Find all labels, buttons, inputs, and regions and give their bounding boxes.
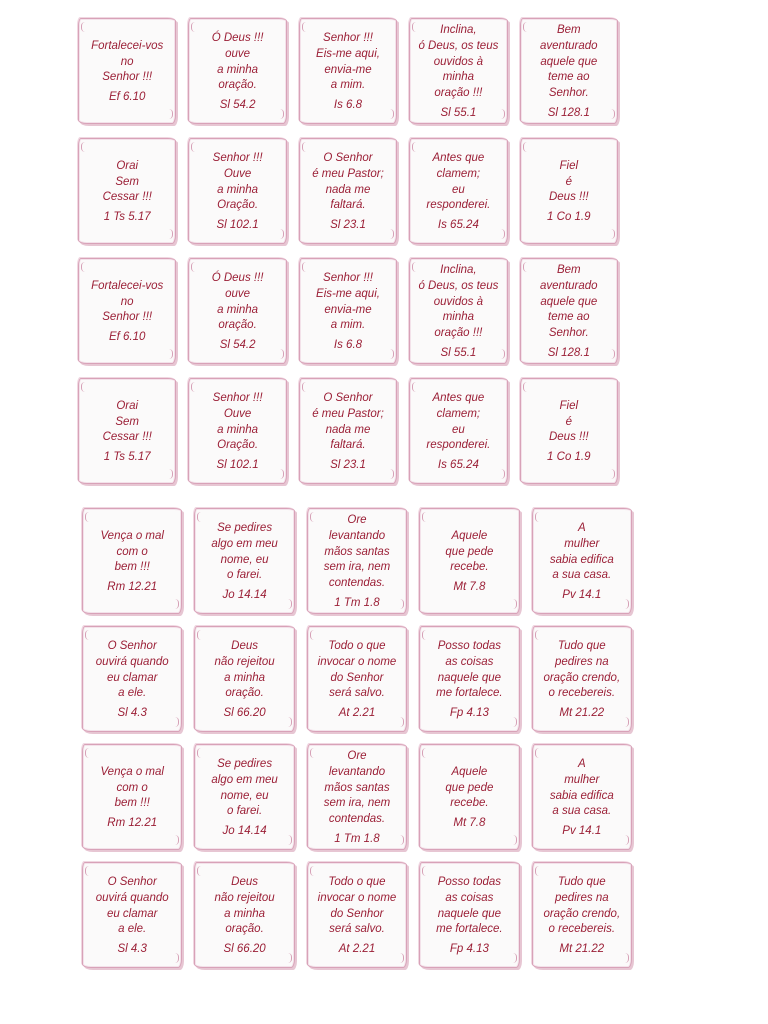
verse-reference: Sl 54.2 xyxy=(219,339,256,352)
verse-text: Antes que clamem; eu responderei. xyxy=(426,151,491,212)
verse-reference: Sl 66.20 xyxy=(223,943,266,956)
verse-reference: Pv 14.1 xyxy=(562,825,602,838)
verse-reference: Is 6.8 xyxy=(333,339,363,352)
verse-card xyxy=(194,508,294,614)
verse-card xyxy=(78,378,176,484)
verse-text: Bem aventurado aquele que teme ao Senhor. xyxy=(540,23,598,100)
verse-card xyxy=(419,508,519,614)
verse-text: Senhor !!! Ouve a minha Oração. xyxy=(212,391,263,452)
verse-reference: Jo 14.14 xyxy=(222,825,267,838)
verse-text: O Senhor é meu Pastor; nada me faltará. xyxy=(312,391,384,452)
verse-text: Aquele que pede recebe. xyxy=(445,765,494,810)
verse-text: Vença o mal com o bem !!! xyxy=(100,529,164,574)
verse-card xyxy=(520,258,618,364)
verse-card xyxy=(299,258,397,364)
verse-reference: Sl 66.20 xyxy=(223,707,266,720)
verse-text: Orai Sem Cessar !!! xyxy=(102,399,152,444)
verse-card xyxy=(78,138,176,244)
verse-card xyxy=(307,626,407,732)
verse-reference: 1 Co 1.9 xyxy=(547,451,591,464)
verse-reference: Is 65.24 xyxy=(437,219,479,232)
verse-text: A mulher sabia edifica a sua casa. xyxy=(549,521,614,582)
verse-text: Todo o que invocar o nome do Senhor será salvo. xyxy=(317,639,397,700)
verse-reference: Fp 4.13 xyxy=(449,707,489,720)
verse-card xyxy=(299,378,397,484)
verse-reference: 1 Ts 5.17 xyxy=(103,211,151,224)
verse-reference: Sl 128.1 xyxy=(547,107,590,120)
verse-reference: Is 6.8 xyxy=(333,99,363,112)
verse-text: Ore levantando mãos santas sem ira, nem contendas. xyxy=(323,513,391,590)
verse-reference: Fp 4.13 xyxy=(449,943,489,956)
verse-card xyxy=(409,378,507,484)
verse-text: Ó Deus !!! ouve a minha oração. xyxy=(211,271,264,332)
verse-reference: Is 65.24 xyxy=(437,459,479,472)
verse-text: Se pedires algo em meu nome, eu o farei. xyxy=(211,521,278,582)
verse-reference: At 2.21 xyxy=(338,707,376,720)
verse-card xyxy=(78,18,176,124)
verse-reference: 1 Co 1.9 xyxy=(547,211,591,224)
verse-reference: Sl 102.1 xyxy=(216,219,259,232)
verse-text: O Senhor ouvirá quando eu clamar a ele. xyxy=(95,639,169,700)
verse-reference: 1 Ts 5.17 xyxy=(103,451,151,464)
verse-text: Aquele que pede recebe. xyxy=(445,529,494,574)
verse-reference: Sl 55.1 xyxy=(440,107,477,120)
verse-reference: Sl 23.1 xyxy=(330,459,366,472)
verse-card xyxy=(532,744,632,850)
verse-card xyxy=(419,862,519,968)
verse-reference: Ef 6.10 xyxy=(108,331,146,344)
verse-card xyxy=(82,626,182,732)
verse-card xyxy=(188,378,286,484)
verse-text: Orai Sem Cessar !!! xyxy=(102,159,152,204)
verse-text: Vença o mal com o bem !!! xyxy=(100,765,164,810)
verse-card xyxy=(82,744,182,850)
card-grid xyxy=(78,18,618,484)
verse-reference: Mt 21.22 xyxy=(559,943,605,956)
verse-text: Se pedires algo em meu nome, eu o farei. xyxy=(211,757,278,818)
verse-card xyxy=(409,258,507,364)
verse-card xyxy=(419,744,519,850)
verse-text: Deus não rejeitou a minha oração. xyxy=(214,639,275,700)
verse-card xyxy=(307,744,407,850)
verse-reference: Mt 21.22 xyxy=(559,707,605,720)
verse-card-sheet-bottom xyxy=(82,508,632,968)
verse-card xyxy=(532,508,632,614)
verse-reference: Sl 102.1 xyxy=(216,459,259,472)
verse-card xyxy=(307,862,407,968)
verse-text: Tudo que pedires na oração crendo, o recebereis. xyxy=(543,875,621,936)
verse-reference: 1 Tm 1.8 xyxy=(334,833,380,846)
verse-text: Antes que clamem; eu responderei. xyxy=(426,391,491,452)
verse-text: Deus não rejeitou a minha oração. xyxy=(214,875,275,936)
verse-card xyxy=(82,508,182,614)
verse-reference: Sl 55.1 xyxy=(440,347,477,360)
verse-text: Ore levantando mãos santas sem ira, nem contendas. xyxy=(323,749,391,826)
verse-text: Senhor !!! Eis-me aqui, envia-me a mim. xyxy=(316,271,380,332)
verse-card xyxy=(409,138,507,244)
verse-reference: Rm 12.21 xyxy=(107,817,158,830)
verse-reference: Sl 4.3 xyxy=(117,943,147,956)
verse-text: Fiel é Deus !!! xyxy=(548,159,589,204)
verse-card xyxy=(419,626,519,732)
verse-card xyxy=(520,138,618,244)
verse-text: Bem aventurado aquele que teme ao Senhor. xyxy=(540,263,598,340)
verse-reference: Sl 4.3 xyxy=(117,707,147,720)
verse-text: Todo o que invocar o nome do Senhor será salvo. xyxy=(317,875,397,936)
verse-reference: At 2.21 xyxy=(338,943,376,956)
verse-reference: 1 Tm 1.8 xyxy=(334,597,380,610)
verse-reference: Pv 14.1 xyxy=(562,589,602,602)
verse-reference: Rm 12.21 xyxy=(107,581,158,594)
verse-card xyxy=(194,626,294,732)
verse-text: Inclina, ó Deus, os teus ouvidos à minha oração !!! xyxy=(418,23,499,100)
verse-card xyxy=(520,378,618,484)
verse-card xyxy=(188,18,286,124)
verse-card-sheet-top xyxy=(78,18,618,484)
verse-text: Tudo que pedires na oração crendo, o recebereis. xyxy=(543,639,621,700)
verse-text: Fortalecei-vos no Senhor !!! xyxy=(91,39,164,84)
verse-text: Posso todas as coisas naquele que me fortalece. xyxy=(436,639,503,700)
verse-reference: Sl 54.2 xyxy=(219,99,256,112)
verse-card xyxy=(409,18,507,124)
verse-reference: Mt 7.8 xyxy=(453,581,486,594)
verse-text: O Senhor é meu Pastor; nada me faltará. xyxy=(312,151,384,212)
verse-card xyxy=(194,862,294,968)
verse-reference: Sl 23.1 xyxy=(330,219,366,232)
verse-text: Fortalecei-vos no Senhor !!! xyxy=(91,279,164,324)
verse-card xyxy=(194,744,294,850)
verse-text: Posso todas as coisas naquele que me fortalece. xyxy=(436,875,503,936)
verse-card xyxy=(299,18,397,124)
verse-reference: Mt 7.8 xyxy=(453,817,486,830)
verse-card xyxy=(299,138,397,244)
verse-card xyxy=(82,862,182,968)
verse-reference: Jo 14.14 xyxy=(222,589,267,602)
verse-text: Fiel é Deus !!! xyxy=(548,399,589,444)
verse-card xyxy=(307,508,407,614)
verse-card xyxy=(532,626,632,732)
verse-text: O Senhor ouvirá quando eu clamar a ele. xyxy=(95,875,169,936)
verse-card xyxy=(520,18,618,124)
verse-text: Senhor !!! Eis-me aqui, envia-me a mim. xyxy=(316,31,380,92)
verse-card xyxy=(188,258,286,364)
verse-card xyxy=(532,862,632,968)
verse-text: Inclina, ó Deus, os teus ouvidos à minha oração !!! xyxy=(418,263,499,340)
card-grid xyxy=(82,508,632,968)
verse-card xyxy=(188,138,286,244)
verse-text: A mulher sabia edifica a sua casa. xyxy=(549,757,614,818)
verse-card xyxy=(78,258,176,364)
verse-text: Ó Deus !!! ouve a minha oração. xyxy=(211,31,264,92)
verse-reference: Sl 128.1 xyxy=(547,347,590,360)
verse-text: Senhor !!! Ouve a minha Oração. xyxy=(212,151,263,212)
verse-reference: Ef 6.10 xyxy=(108,91,146,104)
